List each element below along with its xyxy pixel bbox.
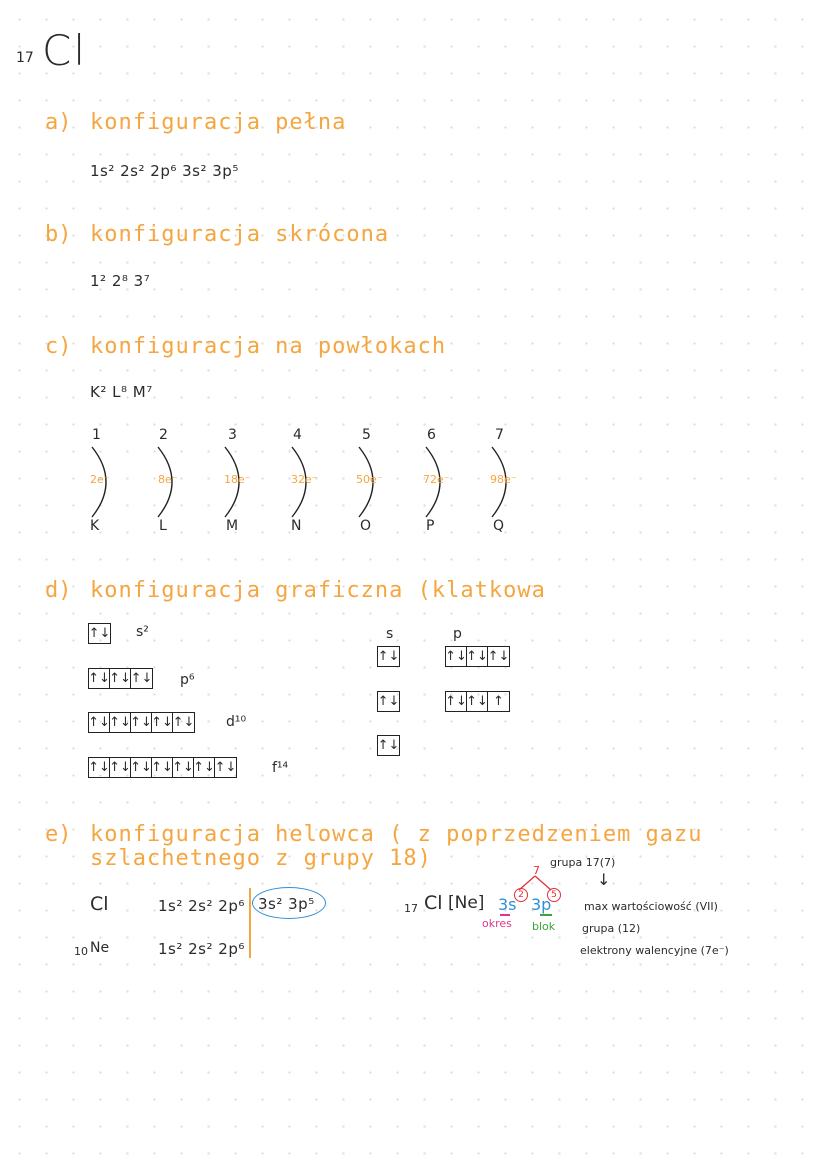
shell-letter: P: [426, 518, 435, 534]
section-c-config: K² L⁸ M⁷: [90, 383, 153, 401]
orbital-box-s: [88, 623, 111, 644]
cl-label: Cl: [90, 893, 109, 915]
cl-config-valence: 3s² 3p⁵: [258, 895, 315, 913]
shell-number: 3: [228, 427, 237, 443]
column-label-s: s: [386, 626, 394, 642]
shell-number: 6: [427, 427, 436, 443]
cl-config-core: 1s² 2s² 2p⁶: [158, 897, 245, 915]
orbital-cell: ↑↓: [88, 760, 110, 775]
cl-orbital-2p: [445, 646, 510, 667]
orbital-cell: ↑↓: [377, 694, 400, 709]
orbital-cell: ↑↓: [109, 715, 131, 730]
shell-letter: N: [291, 518, 302, 534]
orbital-cell: ↑↓: [109, 760, 131, 775]
cl-orbital-3s: [377, 735, 400, 756]
ne-label: Ne: [90, 940, 110, 956]
shell-letter: O: [360, 518, 372, 534]
subshell-label-s: s²: [136, 624, 149, 640]
section-c-title: konfiguracja na powłokach: [90, 334, 447, 359]
section-a-letter: a): [45, 110, 72, 135]
note-group: grupa (12): [582, 922, 641, 935]
blok-label: blok: [532, 920, 556, 933]
orbital-cell: ↑↓: [445, 649, 467, 664]
shell-number: 5: [362, 427, 371, 443]
ne-atomic-number: 10: [74, 945, 88, 958]
circle-2-label: 2: [518, 890, 524, 900]
orbital-cell: ↑: [493, 694, 504, 709]
atomic-number: 17: [16, 50, 34, 66]
orbital-cell: ↑↓: [466, 694, 488, 709]
shell-capacity: 72e⁻: [423, 473, 450, 486]
circle-2: [514, 888, 528, 902]
shell-capacity: 8e⁻: [158, 473, 178, 486]
section-d-title: konfiguracja graficzna (klatkowa: [90, 578, 546, 603]
orbital-box-p: [88, 668, 153, 689]
cl-orbital-1s: [377, 646, 400, 667]
orbital-cell: ↑↓: [130, 671, 153, 686]
note-valence-electrons: elektrony walencyjne (7e⁻): [580, 944, 729, 957]
shell-capacity: 18e⁻: [224, 473, 251, 486]
orbital-cell: ↑↓: [151, 715, 173, 730]
shell-number: 1: [92, 427, 101, 443]
orbital-cell: ↑↓: [172, 715, 195, 730]
orbital-box-d: [88, 712, 195, 733]
down-arrow-icon: ↓: [597, 870, 611, 889]
circle-5: [547, 888, 561, 902]
section-b-letter: b): [45, 222, 72, 247]
shell-letter: Q: [493, 518, 505, 534]
orbital-cell: ↑↓: [88, 671, 110, 686]
section-b-title: konfiguracja skrócona: [90, 222, 390, 247]
orbital-cell: ↑↓: [193, 760, 215, 775]
orbital-cell: ↑↓: [88, 626, 111, 641]
group-note: grupa 17(7): [550, 856, 616, 869]
cl-orbital-3p: [445, 691, 510, 712]
short-symbol: Cl: [424, 892, 443, 914]
section-e-title-line1: konfiguracja helowca ( z poprzedzeniem gazu: [90, 822, 703, 847]
note-max-valence: max wartościowość (VII): [584, 900, 718, 913]
orbital-cell: ↑↓: [487, 649, 510, 664]
column-label-p: p: [453, 626, 462, 642]
shell-diagram: [80, 425, 550, 540]
section-e-title-line2: szlachetnego z grupy 18): [90, 846, 432, 871]
orbital-cell: ↑↓: [130, 760, 152, 775]
shell-capacity: 50e⁻: [356, 473, 383, 486]
section-b-config: 1² 2⁸ 3⁷: [90, 272, 151, 290]
section-e-letter: e): [45, 822, 72, 847]
shell-capacity: 2e⁻: [90, 473, 110, 486]
okres-underline: [500, 914, 510, 916]
element-symbol: Cl: [42, 26, 87, 75]
subshell-label-p: p⁶: [180, 672, 195, 688]
short-core: [Ne]: [448, 893, 485, 913]
orbital-cell: ↑↓: [214, 760, 237, 775]
shell-letter: L: [159, 518, 167, 534]
subshell-label-d: d¹⁰: [226, 714, 247, 730]
subshell-label-f: f¹⁴: [272, 760, 289, 776]
orbital-cell: ↑↓: [151, 760, 173, 775]
orbital-cell: ↑↓: [130, 715, 152, 730]
orbital-box-f: [88, 757, 237, 778]
shell-number: 7: [495, 427, 504, 443]
orbital-cell: ↑↓: [377, 738, 400, 753]
circle-5-label: 5: [551, 890, 557, 900]
valence-divider: [249, 888, 251, 958]
orbital-cell: ↑↓: [88, 715, 110, 730]
tree-root-label: 7: [533, 864, 540, 877]
short-atomic-number: 17: [404, 902, 418, 915]
shell-number: 2: [159, 427, 168, 443]
shell-capacity: 32e⁻: [291, 473, 318, 486]
section-a-title: konfiguracja pełna: [90, 110, 347, 135]
section-d-letter: d): [45, 578, 72, 603]
orbital-cell: ↑↓: [377, 649, 400, 664]
short-3p: 3p: [531, 895, 552, 914]
shell-capacity: 98e⁻: [490, 473, 517, 486]
orbital-cell: ↑↓: [172, 760, 194, 775]
orbital-cell: ↑↓: [466, 649, 488, 664]
ne-config: 1s² 2s² 2p⁶: [158, 940, 245, 958]
orbital-cell: ↑↓: [445, 694, 467, 709]
short-3s: 3s: [498, 895, 517, 914]
section-a-config: 1s² 2s² 2p⁶ 3s² 3p⁵: [90, 162, 239, 180]
shell-number: 4: [293, 427, 302, 443]
shell-letter: M: [226, 518, 239, 534]
cl-orbital-2s: [377, 691, 400, 712]
blok-underline: [540, 914, 552, 916]
shell-letter: K: [90, 518, 100, 534]
section-c-letter: c): [45, 334, 72, 359]
okres-label: okres: [482, 917, 512, 930]
orbital-cell: ↑↓: [109, 671, 131, 686]
